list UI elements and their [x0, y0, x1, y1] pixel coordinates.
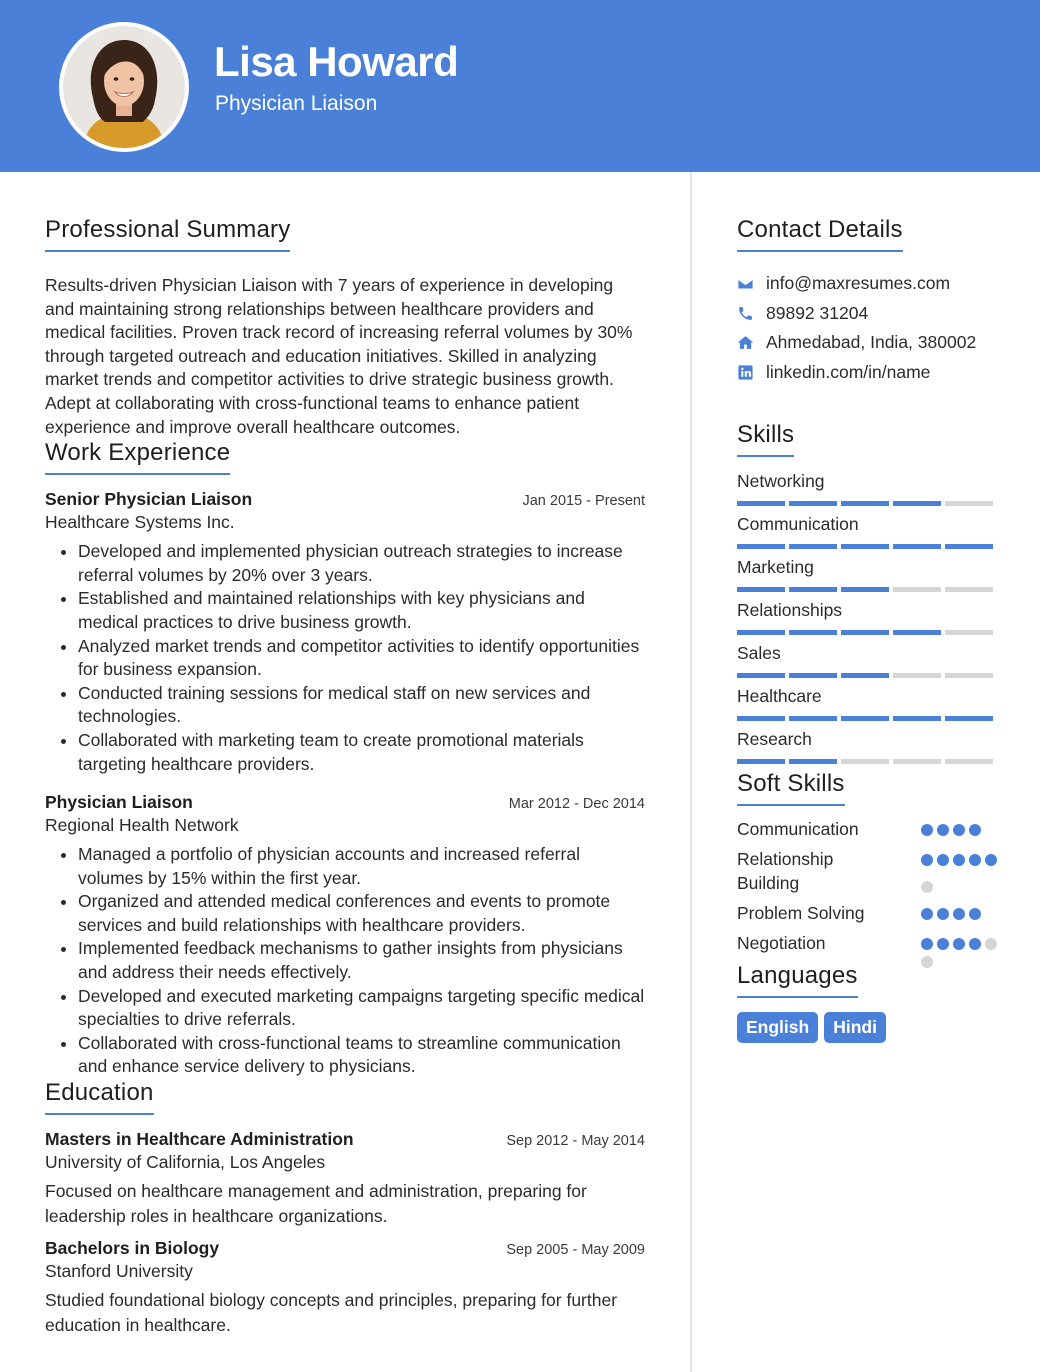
soft-skill-row [737, 818, 997, 848]
soft-skill-level-dots [921, 932, 997, 966]
soft-skill-dot [953, 908, 965, 920]
education-section [45, 1079, 645, 1337]
summary-title: Professional Summary [45, 216, 290, 252]
contact-title: Contact Details [737, 216, 903, 252]
linkedin-icon [737, 364, 766, 381]
skill-level-segment [789, 501, 837, 506]
skill-level-segment [893, 716, 941, 721]
skill-level-segment [841, 501, 889, 506]
contact-address [737, 328, 997, 358]
job-entry [45, 489, 645, 776]
degree-title: Bachelors in Biology [45, 1238, 220, 1259]
contact-linkedin[interactable] [737, 358, 997, 388]
summary-text: Results-driven Physician Liaison with 7 years of experience in developing and maintaining strong relationships between healthcare providers and medical facilities. Proven track record of increasing referral volumes by 30% through targeted outreach and education initiatives. Skilled in analyzing market trends and competitor activities to drive strategic business growth. Adept at collaborating with cross-functional teams to enhance patient experience and improve overall healthcare outcomes. [45, 275, 633, 437]
soft-skill-dot [953, 854, 965, 866]
skill-row [737, 598, 997, 641]
soft-skill-dot [921, 956, 933, 968]
job-company: Healthcare Systems Inc. [45, 512, 235, 533]
skill-level-segment [945, 716, 993, 721]
skill-level-segment [737, 587, 785, 592]
education-title: Education [45, 1079, 154, 1115]
education-entry [45, 1129, 645, 1228]
skill-level-segment [789, 630, 837, 635]
contact-address-text: Ahmedabad, India, 380002 [766, 332, 977, 353]
job-bullet: • Organized and attended medical conferences and events to promote services and build relationships with healthcare providers. [78, 890, 645, 937]
skill-name: Research [737, 729, 812, 749]
skill-level-bar [737, 587, 997, 592]
skill-level-segment [841, 673, 889, 678]
job-entry [45, 792, 645, 1079]
soft-skill-dot [921, 881, 933, 893]
languages-title: Languages [737, 962, 858, 998]
soft-skills-section [737, 770, 997, 966]
job-date: Mar 2012 - Dec 2014 [508, 796, 645, 813]
languages-section [737, 962, 997, 1043]
soft-skill-dot [937, 908, 949, 920]
job-title: Senior Physician Liaison [45, 489, 253, 510]
experience-title: Work Experience [45, 439, 230, 475]
skill-level-segment [789, 716, 837, 721]
skill-row [737, 641, 997, 684]
job-bullet: • Developed and executed marketing campaigns targeting specific medical specialties to drive referrals. [78, 985, 645, 1032]
skill-level-segment [789, 544, 837, 549]
soft-skill-dot [921, 824, 933, 836]
soft-skill-row [737, 848, 997, 902]
soft-skill-dot [921, 938, 933, 950]
skill-level-segment [737, 716, 785, 721]
resume-header [0, 0, 1040, 172]
skill-level-segment [789, 759, 837, 764]
language-tag: Hindi [824, 1012, 886, 1043]
skill-level-segment [893, 759, 941, 764]
contact-linkedin-text: linkedin.com/in/name [766, 361, 931, 382]
skill-name: Healthcare [737, 686, 822, 706]
skill-level-bar [737, 716, 997, 721]
job-bullet: • Collaborated with marketing team to create promotional materials targeting healthcare providers. [78, 729, 645, 776]
soft-skill-dot [953, 938, 965, 950]
skill-row [737, 469, 997, 512]
skill-level-segment [737, 544, 785, 549]
skill-level-bar [737, 630, 997, 635]
skill-level-bar [737, 501, 997, 506]
job-date: Jan 2015 - Present [522, 493, 645, 510]
profile-photo [59, 22, 189, 152]
skills-section [737, 421, 997, 770]
soft-skill-row [737, 932, 997, 966]
column-divider [690, 172, 692, 1372]
soft-skills-title: Soft Skills [737, 770, 845, 806]
education-description: Focused on healthcare management and administration, preparing for leadership roles in healthcare organizations. [45, 1181, 587, 1226]
soft-skill-level-dots [921, 848, 997, 902]
skill-name: Relationships [737, 600, 843, 620]
soft-skill-dot [921, 908, 933, 920]
language-tags [737, 1012, 997, 1043]
job-company: Regional Health Network [45, 815, 239, 836]
skill-level-segment [893, 501, 941, 506]
job-bullet: • Implemented feedback mechanisms to gather insights from physicians and address their needs effectively. [78, 937, 645, 984]
language-tag: English [737, 1012, 818, 1043]
skill-level-segment [945, 759, 993, 764]
skill-name: Sales [737, 643, 781, 663]
soft-skill-name: Communication [737, 819, 859, 839]
soft-skill-level-dots [921, 818, 997, 848]
skill-row [737, 684, 997, 727]
skill-level-segment [737, 501, 785, 506]
education-entry [45, 1238, 645, 1337]
skill-name: Networking [737, 471, 825, 491]
job-bullet: • Conducted training sessions for medical staff on new services and technologies. [78, 682, 645, 729]
soft-skill-dot [937, 824, 949, 836]
skill-level-segment [945, 630, 993, 635]
soft-skill-dot [937, 854, 949, 866]
soft-skill-dot [969, 854, 981, 866]
skill-level-segment [945, 544, 993, 549]
school-name: Stanford University [45, 1261, 193, 1282]
contact-email[interactable] [737, 269, 997, 299]
job-bullet: • Collaborated with cross-functional teams to streamline communication and enhance service delivery to physicians. [78, 1032, 645, 1079]
candidate-role: Physician Liaison [215, 92, 378, 115]
school-name: University of California, Los Angeles [45, 1152, 326, 1173]
job-bullet: • Managed a portfolio of physician accounts and increased referral volumes by 15% within the first year. [78, 843, 645, 890]
skill-level-segment [737, 673, 785, 678]
skill-level-segment [893, 630, 941, 635]
soft-skill-dot [969, 938, 981, 950]
skill-level-segment [945, 587, 993, 592]
skills-title: Skills [737, 421, 794, 457]
soft-skill-dot [953, 824, 965, 836]
skill-row [737, 512, 997, 555]
home-icon [737, 334, 766, 351]
sidebar-column [737, 200, 997, 1043]
phone-icon [737, 305, 766, 322]
soft-skill-row [737, 902, 997, 932]
candidate-name: Lisa Howard [214, 38, 459, 85]
skill-row [737, 555, 997, 598]
skill-level-segment [841, 759, 889, 764]
skill-level-bar [737, 544, 997, 549]
skill-name: Communication [737, 514, 859, 534]
soft-skill-dot [985, 938, 997, 950]
skill-name: Marketing [737, 557, 814, 577]
skill-level-segment [737, 759, 785, 764]
soft-skill-dot [969, 908, 981, 920]
soft-skill-dot [921, 854, 933, 866]
main-column [45, 200, 645, 1337]
skill-level-segment [893, 587, 941, 592]
job-title: Physician Liaison [45, 792, 193, 813]
skill-level-segment [841, 716, 889, 721]
soft-skill-name: Negotiation [737, 933, 826, 953]
skill-level-bar [737, 759, 997, 764]
skill-level-segment [893, 673, 941, 678]
soft-skill-name: Problem Solving [737, 903, 865, 923]
skill-level-segment [945, 501, 993, 506]
skill-level-segment [737, 630, 785, 635]
skill-level-segment [945, 673, 993, 678]
skill-level-segment [789, 673, 837, 678]
degree-title: Masters in Healthcare Administration [45, 1129, 354, 1150]
job-bullet: • Developed and implemented physician outreach strategies to increase referral volumes by 20% over 3 years. [78, 540, 645, 587]
skill-level-segment [893, 544, 941, 549]
soft-skill-dot [937, 938, 949, 950]
summary-section [45, 216, 645, 439]
education-date: Sep 2012 - May 2014 [506, 1133, 645, 1150]
envelope-icon [737, 275, 766, 292]
education-description: Studied foundational biology concepts and principles, preparing for further education in healthcare. [45, 1290, 618, 1335]
contact-phone-text: 89892 31204 [766, 302, 869, 323]
soft-skill-dot [985, 854, 997, 866]
job-bullets [45, 843, 645, 1079]
soft-skill-name: Relationship Building [737, 849, 834, 893]
job-bullet: • Established and maintained relationships with key physicians and medical practices to drive business growth. [78, 587, 645, 634]
skill-level-segment [841, 587, 889, 592]
contact-email-text: info@maxresumes.com [766, 273, 951, 294]
skill-level-segment [841, 544, 889, 549]
experience-section [45, 439, 645, 1079]
education-date: Sep 2005 - May 2009 [506, 1242, 645, 1259]
contact-section [737, 216, 997, 387]
soft-skill-dot [969, 824, 981, 836]
job-bullet: • Analyzed market trends and competitor activities to identify opportunities for business expansion. [78, 635, 645, 682]
skill-level-segment [841, 630, 889, 635]
contact-phone[interactable] [737, 299, 997, 329]
skill-row [737, 727, 997, 770]
profile-photo-image [63, 26, 185, 148]
job-bullets [45, 540, 645, 776]
soft-skill-level-dots [921, 902, 997, 932]
skill-level-bar [737, 673, 997, 678]
skill-level-segment [789, 587, 837, 592]
